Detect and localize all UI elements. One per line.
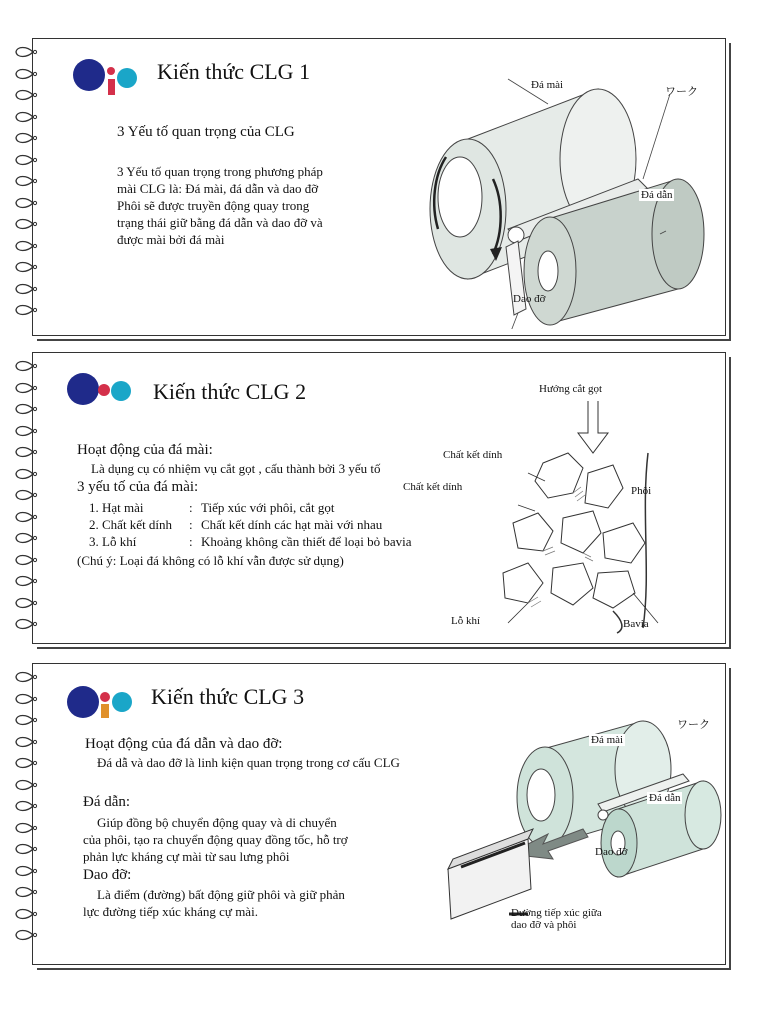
card-title: Kiến thức CLG 1 <box>157 59 311 84</box>
binding-ring <box>13 799 39 812</box>
section-text: Là dụng cụ có nhiệm vụ cắt gọt , cấu thành bởi 3 yếu tố <box>91 461 381 476</box>
company-logo <box>65 371 137 411</box>
card-subtitle: 3 Yếu tố quan trọng của CLG <box>117 124 295 140</box>
binding-ring <box>13 217 39 230</box>
binding-ring <box>13 445 39 458</box>
section-heading: Hoạt động của đá mài: <box>77 442 213 458</box>
section-text: Đá dẫ và dao đỡ là linh kiện quan trọng trong cơ cấu CLG <box>97 755 400 770</box>
binding-ring <box>13 842 39 855</box>
factor-desc: Chất kết dính các hạt mài với nhau <box>201 517 383 532</box>
binding-ring <box>13 67 39 80</box>
contact-line-text: Đường tiếp xúc giữa <box>511 907 602 919</box>
binding-ring <box>13 531 39 544</box>
binding-ring <box>13 467 39 480</box>
paragraph-line: Phôi sẽ được truyền động quay trong <box>117 198 310 213</box>
binding-ring <box>13 821 39 834</box>
label-blade: Dao đỡ <box>513 293 546 305</box>
paragraph-line: 3 Yếu tố quan trọng trong phương pháp <box>117 164 323 179</box>
binding-ring <box>13 381 39 394</box>
factor-desc: Khoảng không cần thiết để loại bỏ bavia <box>201 534 412 549</box>
factor-sep: : <box>189 500 193 515</box>
binding-ring <box>13 553 39 566</box>
label-grinding-wheel: Đá mài <box>531 79 564 91</box>
binding-ring <box>13 45 39 58</box>
binding-ring <box>13 110 39 123</box>
card-title: Kiến thức CLG 3 <box>151 684 305 709</box>
factor-item <box>89 499 411 516</box>
grinding-wheel-structure-figure <box>473 393 723 638</box>
binding-ring <box>13 756 39 769</box>
binding-ring <box>13 174 39 187</box>
label-pore: Lỗ khí <box>451 615 481 627</box>
binding-ring <box>13 239 39 252</box>
section-paragraph <box>83 886 345 920</box>
label-contact-line <box>511 907 602 931</box>
card-clg-3 <box>32 663 726 965</box>
label-regulating-wheel: Đá dẫn <box>649 792 681 804</box>
binding-ring <box>13 424 39 437</box>
paragraph-line: được mài bởi đá mài <box>117 232 225 247</box>
binding-ring <box>13 713 39 726</box>
binding-ring <box>13 928 39 941</box>
label-regulating-wheel: Đá dẫn <box>641 189 673 201</box>
binding-ring <box>13 282 39 295</box>
binding-ring <box>13 196 39 209</box>
section-heading: 3 yếu tố của đá mài: <box>77 479 199 495</box>
factor-term: 3. Lỗ khí <box>89 534 137 549</box>
label-workpiece: Phôi <box>631 485 652 497</box>
paragraph-line: mài CLG là: Đá mài, đá dẫn và dao đỡ <box>117 181 319 196</box>
section-heading: Dao đỡ: <box>83 867 132 883</box>
binding-ring <box>13 88 39 101</box>
company-logo <box>69 57 141 97</box>
card-paragraph <box>117 163 323 248</box>
paragraph-line: trạng thái giữ bằng đá dẫn và dao đỡ và <box>117 215 323 230</box>
factor-term: 1. Hạt mài <box>89 500 144 515</box>
factor-list <box>89 499 411 550</box>
label-binder: Chất kết dính <box>403 481 463 493</box>
section-heading: Đá dẫn: <box>83 794 131 810</box>
binding-ring <box>13 488 39 501</box>
card-clg-1 <box>32 38 726 336</box>
binding-ring <box>13 510 39 523</box>
spiral-binding <box>13 359 53 639</box>
binding-ring <box>13 692 39 705</box>
factor-desc: Tiếp xúc với phôi, cắt gọt <box>201 500 335 515</box>
label-workpiece: ワーク <box>665 86 698 98</box>
label-cut-direction: Hướng cắt gọt <box>539 383 603 395</box>
card-clg-2 <box>32 352 726 644</box>
label-grinding-wheel: Đá mài <box>591 734 624 746</box>
section-paragraph <box>83 814 348 865</box>
note-text: (Chú ý: Loại đá không có lỗ khí vẫn được sử dụng) <box>77 553 344 568</box>
company-logo <box>65 682 137 722</box>
section-heading: Hoạt động của đá dẫn và dao đỡ: <box>85 736 283 752</box>
binding-ring <box>13 907 39 920</box>
label-binder: Chất kết dính <box>443 449 503 461</box>
card-title: Kiến thức CLG 2 <box>153 379 307 404</box>
label-burr: Bavia <box>623 618 649 630</box>
binding-ring <box>13 359 39 372</box>
paragraph-line: phản lực kháng cự mài từ sau lưng phôi <box>83 849 290 864</box>
binding-ring <box>13 864 39 877</box>
binding-ring <box>13 670 39 683</box>
factor-item <box>89 516 411 533</box>
factor-term: 2. Chất kết dính <box>89 517 173 532</box>
paragraph-line: Giúp đồng bộ chuyển động quay và di chuyển <box>97 815 337 830</box>
paragraph-line: Là điểm (đường) bất động giữ phôi và giữ phản <box>97 887 345 902</box>
paragraph-line: lực đường tiếp xúc kháng cự mài. <box>83 904 258 919</box>
binding-ring <box>13 131 39 144</box>
factor-item <box>89 533 411 550</box>
spiral-binding <box>13 670 53 950</box>
binding-ring <box>13 885 39 898</box>
binding-ring <box>13 260 39 273</box>
binding-ring <box>13 402 39 415</box>
factor-sep: : <box>189 517 193 532</box>
label-blade: Dao đỡ <box>595 846 628 858</box>
binding-ring <box>13 596 39 609</box>
contact-line-text: dao đỡ và phôi <box>511 919 577 931</box>
label-workpiece: ワーク <box>677 719 710 731</box>
binding-ring <box>13 778 39 791</box>
binding-ring <box>13 303 39 316</box>
binding-ring <box>13 617 39 630</box>
paragraph-line: của phôi, tạo ra chuyển động quay đồng tốc, hỗ trợ <box>83 832 348 847</box>
binding-ring <box>13 574 39 587</box>
spiral-binding <box>13 45 53 325</box>
factor-sep: : <box>189 534 193 549</box>
binding-ring <box>13 735 39 748</box>
binding-ring <box>13 153 39 166</box>
